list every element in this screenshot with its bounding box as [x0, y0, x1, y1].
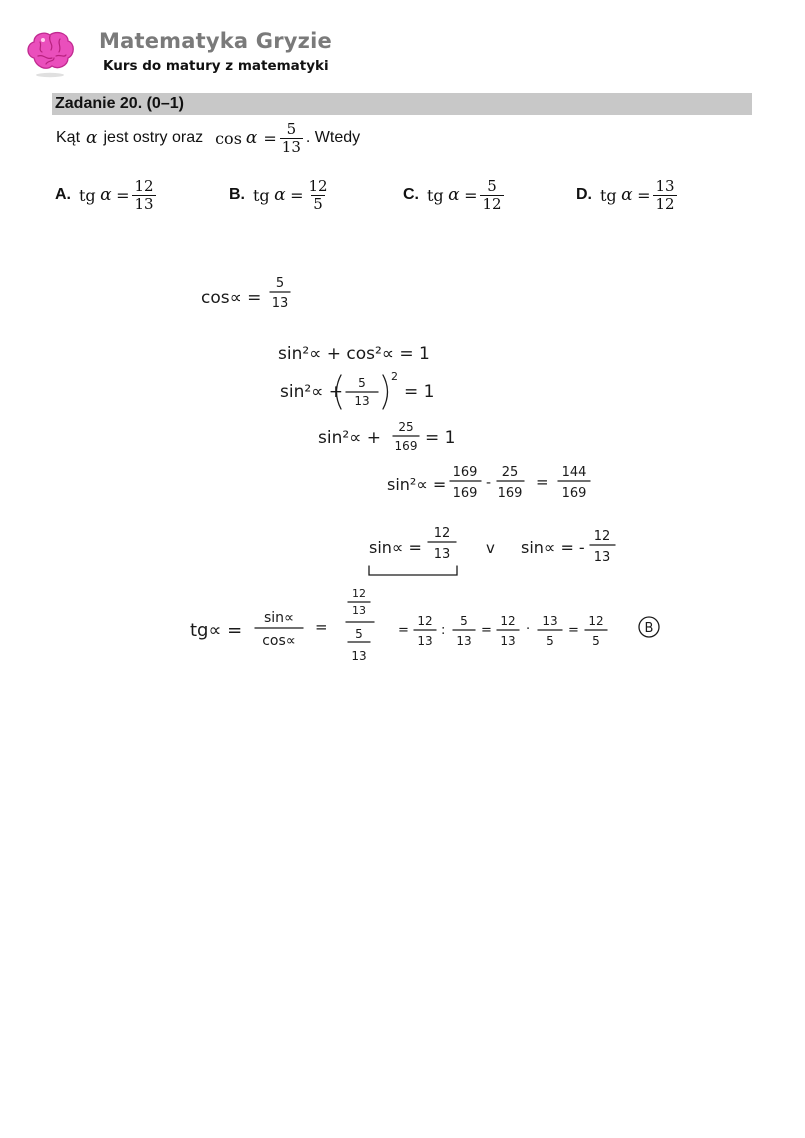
- solution-line5-a-num: 169: [452, 465, 478, 480]
- option-eq: =: [637, 185, 651, 205]
- svg-text:=: =: [398, 623, 409, 638]
- stem-fraction-den: 13: [281, 137, 301, 156]
- solution-line7-c-den: 13: [500, 634, 516, 648]
- solution-line1-lhs: cos∝ =: [201, 288, 262, 308]
- stem-fraction-num: 5: [286, 119, 297, 138]
- solution-line5-b-num: 25: [501, 465, 519, 480]
- option-letter: A.: [55, 186, 71, 203]
- svg-text:=: =: [315, 618, 328, 636]
- option-func: tg: [253, 185, 270, 205]
- stem-prefix: Kąt: [56, 129, 81, 146]
- svg-text:-: -: [486, 475, 492, 491]
- solution-line6-den: 13: [433, 547, 451, 562]
- svg-text::: :: [441, 623, 446, 638]
- option-den: 12: [655, 194, 675, 213]
- solution-line4-num: 25: [398, 420, 414, 434]
- option-alpha: α: [100, 185, 112, 205]
- solution-line6-rhs-num: 12: [593, 529, 611, 544]
- stem-alpha-2: α: [245, 128, 258, 148]
- solution-line7-a-num: 12: [417, 614, 433, 628]
- answer-mark: B: [644, 621, 654, 636]
- solution-line7-c-num: 12: [500, 614, 516, 628]
- option-eq: =: [116, 185, 130, 205]
- solution-line1-den: 13: [271, 296, 289, 311]
- solution-line7-lhs: tg∝ =: [190, 620, 243, 641]
- option-den: 13: [134, 194, 154, 213]
- option-letter: C.: [403, 186, 419, 203]
- solution-line7-d-num: 13: [542, 614, 558, 628]
- solution-line6-rhs-den: 13: [593, 550, 611, 565]
- option-letter: B.: [229, 186, 245, 203]
- solution-line1-num: 5: [275, 276, 285, 291]
- solution-line7-e-den: 5: [592, 634, 600, 648]
- solution-line7-big-den-num: 5: [355, 627, 363, 641]
- stem-cos: cos: [215, 128, 242, 148]
- option-num: 12: [308, 176, 328, 195]
- option-eq: =: [464, 185, 478, 205]
- svg-text:=: =: [568, 623, 579, 638]
- svg-text:·: ·: [526, 622, 531, 637]
- svg-text:2: 2: [391, 370, 398, 383]
- stem-equals: =: [263, 128, 277, 148]
- solution-line7-big-num-num: 12: [352, 587, 366, 600]
- stem-middle: jest ostry oraz: [103, 129, 204, 146]
- option-num: 13: [655, 176, 675, 195]
- solution-line7-e-num: 12: [588, 614, 604, 628]
- option-eq: =: [290, 185, 304, 205]
- solution-line3-den: 13: [354, 394, 370, 408]
- option-den: 12: [482, 194, 502, 213]
- solution-line2: sin²∝ + cos²∝ = 1: [278, 344, 430, 364]
- brand-title: Matematyka Gryzie: [99, 29, 332, 53]
- solution-line7-q-num: sin∝: [263, 610, 295, 626]
- stem-alpha: α: [86, 128, 98, 148]
- solution-line5-b-den: 169: [497, 486, 523, 501]
- option-num: 12: [134, 176, 154, 195]
- solution-line6-num: 12: [433, 526, 451, 541]
- solution-line4-lhs: sin²∝ +: [318, 428, 381, 448]
- solution-line7-b-num: 5: [460, 614, 468, 628]
- solution-line6-rhs: sin∝ = -: [521, 538, 585, 557]
- solution-line5-lhs: sin²∝ =: [387, 475, 447, 494]
- solution-line5-a-den: 169: [452, 486, 478, 501]
- svg-text:=: =: [536, 473, 549, 491]
- option-letter: D.: [576, 186, 592, 203]
- option-alpha: α: [621, 185, 633, 205]
- option-num: 5: [487, 176, 497, 195]
- svg-text:=: =: [481, 623, 492, 638]
- option-func: tg: [79, 185, 96, 205]
- solution-line5-c-num: 144: [561, 465, 587, 480]
- option-func: tg: [600, 185, 617, 205]
- solution-line4-den: 169: [394, 439, 418, 453]
- solution-line3-num: 5: [358, 376, 366, 390]
- brand-subtitle: Kurs do matury z matematyki: [103, 58, 329, 74]
- solution-line7-big-den-den: 13: [351, 649, 367, 663]
- solution-line7-b-den: 13: [456, 634, 472, 648]
- option-alpha: α: [448, 185, 460, 205]
- solution-line4-rhs: = 1: [425, 428, 456, 448]
- task-title: Zadanie 20. (0–1): [55, 95, 184, 112]
- solution-line6-lhs: sin∝ =: [369, 538, 422, 557]
- solution-line7-q-den: cos∝: [262, 633, 296, 649]
- option-den: 5: [313, 194, 323, 213]
- solution-line7-d-den: 5: [546, 634, 554, 648]
- solution-line7-a-den: 13: [417, 634, 433, 648]
- solution-line5-c-den: 169: [561, 486, 587, 501]
- option-alpha: α: [274, 185, 286, 205]
- solution-line3-lhs: sin²∝ +: [280, 382, 343, 402]
- option-func: tg: [427, 185, 444, 205]
- solution-line7-big-num-den: 13: [352, 604, 366, 617]
- stem-suffix: . Wtedy: [305, 129, 361, 146]
- solution-line3-rhs: = 1: [404, 382, 435, 402]
- solution-line6-or: v: [486, 539, 495, 557]
